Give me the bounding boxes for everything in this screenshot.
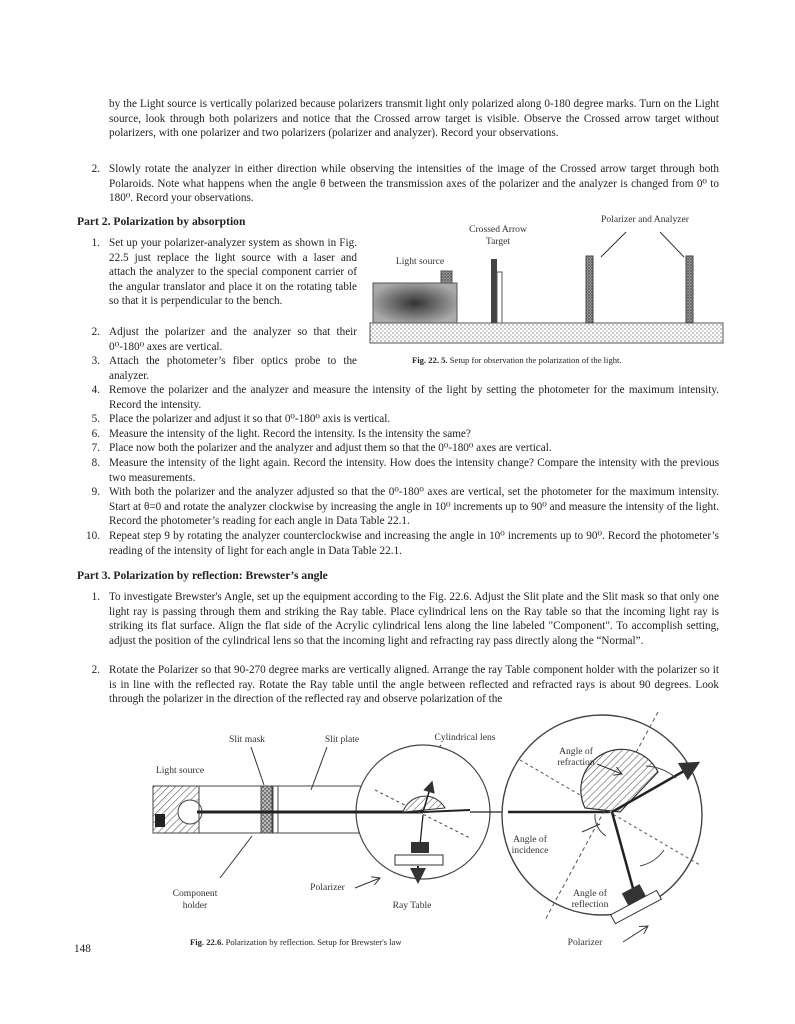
label-angle-of-incidence: Angle of: [513, 834, 547, 845]
label-angle-of-incidence: incidence: [511, 845, 549, 856]
part2-item-text: Measure the intensity of the light again. Record the intensity. How does the intensity change? Compare the intensity with the previous two measurements.: [109, 457, 719, 484]
label-angle-of-refraction: refraction: [557, 757, 595, 768]
label-polarizer-right: Polarizer: [567, 937, 603, 948]
part2-item-text: Place now both the polarizer and the analyzer and adjust them so that the 0⁰-180⁰ axes are vertical.: [109, 442, 552, 454]
part2-item-number: 8.: [91, 457, 100, 469]
page-number: 148: [74, 943, 91, 955]
label-target: Target: [485, 236, 511, 247]
part3-item-text: Rotate the Polarizer so that 90-270 degree marks are vertically aligned. Arrange the ray Table component holder with the polarizer so it is in line with the reflected ray. Rotate the Ray table until the angle between reflected and refracted rays is about 90 degrees. Look through the polarizer in the direction of the reflected ray and observe polarization of the: [109, 664, 719, 706]
label-light-source: Light source: [395, 256, 445, 267]
slit-plate: [273, 786, 278, 833]
part2-item-number: 3.: [91, 355, 100, 367]
label-angle-of-refraction: Angle of: [559, 746, 593, 757]
label-cylindrical-lens: Cylindrical lens: [434, 732, 496, 743]
component-holder-track: [199, 786, 374, 833]
slit-mask: [261, 786, 272, 833]
label-light-source: Light source: [155, 765, 205, 776]
caption-text: Polarization by reflection. Setup for Brewster's law: [225, 937, 402, 947]
label-component-holder: Component: [172, 888, 218, 899]
part2-item-number: 5.: [91, 413, 100, 425]
polarizer-small: [411, 842, 429, 853]
part2-item-text: Remove the polarizer and the analyzer and measure the intensity of the light by setting the photometer for the maximum intensity. Record the intensity.: [109, 384, 719, 411]
label-slit-plate: Slit plate: [324, 734, 360, 745]
part2-item-number: 10.: [86, 530, 100, 542]
part2-item-text: Place the polarizer and adjust it so that 0⁰-180⁰ axis is vertical.: [109, 413, 391, 425]
label-slit-mask: Slit mask: [229, 734, 265, 745]
part2-item-text: Attach the photometer’s fiber optics probe to the analyzer.: [109, 355, 357, 382]
part2-item-number: 6.: [91, 428, 100, 440]
part2-item-number: 9.: [91, 486, 100, 498]
label-angle-of-reflection: reflection: [571, 899, 609, 910]
label-polarizer-analyzer: Polarizer and Analyzer: [601, 214, 689, 225]
part2-item-text: Set up your polarizer-analyzer system as shown in Fig. 22.5 just replace the light source with a laser and attach the analyzer to the special component carrier of the angular translator and place it on the rotating table so that it is perpendicular to the bench.: [109, 237, 357, 308]
caption-number: Fig. 22. 5.: [412, 355, 448, 365]
part2-item-number: 4.: [91, 384, 100, 396]
label-ray-table: Ray Table: [392, 900, 432, 911]
part2-item-text: Measure the intensity of the light. Record the intensity. Is the intensity the same?: [109, 428, 471, 440]
part2-item-number: 1.: [91, 237, 100, 249]
part3-item-text: To investigate Brewster's Angle, set up the equipment according to the Fig. 22.6. Adjust the Slit plate and the Slit mask so that only one light ray is passing through them and striking the Ray table. Place cylindrical lens on the Ray table so that the incoming light ray is striking its flat surface. Align the flat side of the Acrylic cylindrical lens along the line labeled "Component". To accomplish setting, adjust the position of the cylindrical lens so that the incoming light and refracting ray pass directly along the “Normal”.: [109, 591, 719, 647]
part2-item-text: Adjust the polarizer and the analyzer so that their 0⁰-180⁰ axes are vertical.: [109, 326, 357, 353]
label-polarizer: Polarizer: [310, 882, 345, 893]
label-angle-of-reflection: Angle of: [573, 888, 607, 899]
part3-item-number: 2.: [91, 664, 100, 676]
label-component-holder: holder: [182, 900, 208, 911]
caption-number: Fig. 22.6.: [190, 937, 224, 947]
intro-item-number: 2.: [91, 163, 100, 175]
part3-item-number: 1.: [91, 591, 100, 603]
label-crossed-arrow: Crossed Arrow: [469, 224, 527, 235]
figure-22-6-caption: [190, 937, 402, 947]
intro-paragraph-2: Slowly rotate the analyzer in either direction while observing the intensities of the image of the Crossed arrow target through both Polaroids. Note what happens when the angle θ between the transmission axes of the polarizer and the analyzer is changed from 0⁰ to 180⁰. Record your observations.: [109, 163, 719, 205]
part2-item-text: With both the polarizer and the analyzer adjusted so that the 0⁰-180⁰ axes are vertical, set the photometer for the maximum intensity. Start at θ=0 and rotate the analyzer clockwise by increasing the angle in 10⁰ increments up to 90⁰ and measure the intensity of the light. Record the photometer’s reading for each angle in Data Table 22.1.: [109, 486, 719, 528]
part3-heading: Part 3. Polarization by reflection: Brewster’s angle: [77, 569, 328, 582]
intro-paragraph-1: by the Light source is vertically polarized because polarizers transmit light only polarized along 0-180 degree marks. Turn on the Light source, look through both polarizers and notice that the Crossed arrow target is visible. Observe the Crossed arrow target without polarizers, with one polarizer and two polarizers (polarizer and analyzer). Record your observations.: [109, 98, 719, 140]
part2-item-number: 2.: [91, 326, 100, 338]
part2-item-number: 7.: [91, 442, 100, 454]
part2-heading: Part 2. Polarization by absorption: [77, 215, 246, 228]
part2-item-text: Repeat step 9 by rotating the analyzer counterclockwise and increasing the angle in 10⁰ increments up to 90⁰. Record the photometer’s reading of the intensity of light for each angle in Data Table 22.1.: [109, 530, 719, 557]
caption-text: Setup for observation the polarization of the light.: [449, 355, 622, 365]
ray-table-large: [502, 715, 702, 915]
